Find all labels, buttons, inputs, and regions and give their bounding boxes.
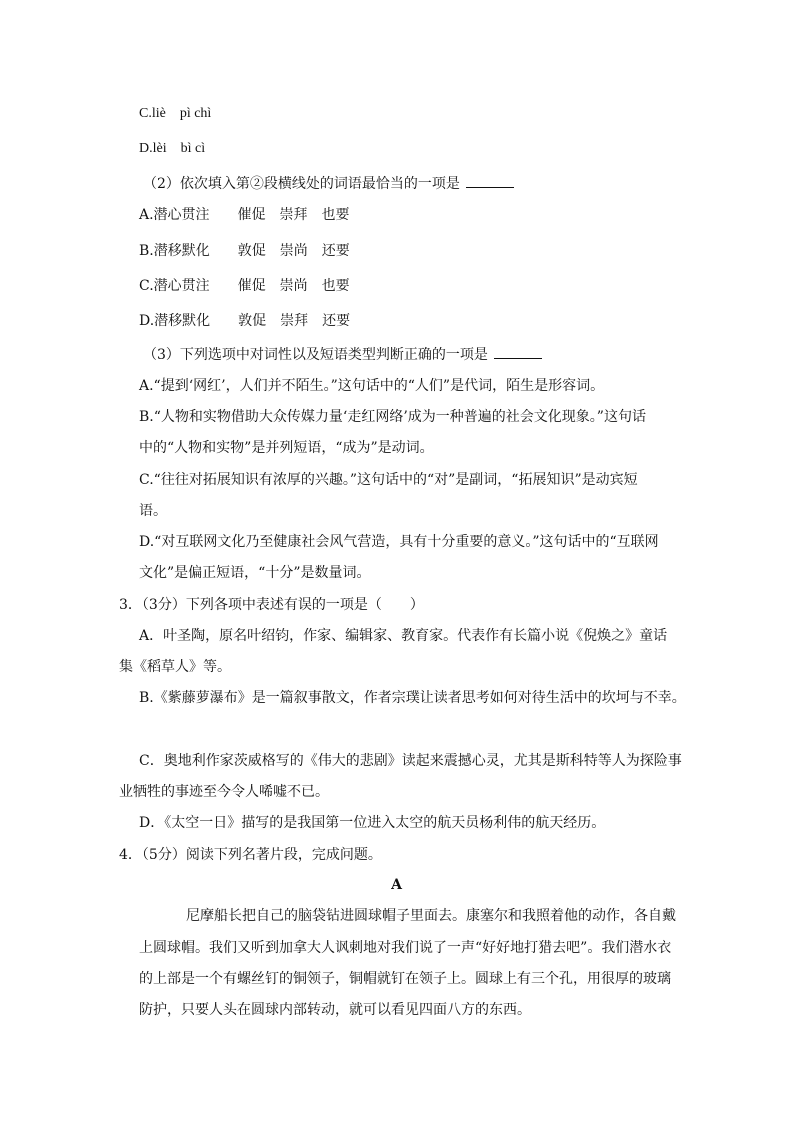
question3-option-d: D．《太空一日》描写的是我国第一位进入太空的航天员杨利伟的航天经历。 [139, 815, 606, 831]
q1-option-d: D.lèi bì cì [139, 141, 206, 156]
q3-option-c-line1: C.“往往对拓展知识有浓厚的兴趣。”这句话中的“对”是副词，“拓展知识”是动宾短 [139, 472, 638, 488]
question3-stem: 3．（3分）下列各项中表述有误的一项是（ ） [119, 597, 424, 613]
question3-option-c-line2: 业牺牲的事迹至今令人唏嘘不已。 [119, 784, 329, 800]
passage-line-2: 上圆球帽。我们又听到加拿大人讽刺地对我们说了一声“好好地打猎去吧”。我们潜水衣 [139, 940, 672, 956]
q2-stem [143, 173, 514, 194]
q3-option-a: A.“提到‘网红’，人们并不陌生。”这句话中的“人们”是代词，陌生是形容词。 [139, 378, 605, 394]
q3-option-b-line2: 中的“人物和实物”是并列短语，“成为”是动词。 [139, 440, 434, 456]
question3-option-a-line2: 集《稻草人》等。 [119, 659, 231, 675]
q3-stem [143, 344, 542, 365]
question3-option-a-line1: A．叶圣陶，原名叶绍钧，作家、编辑家、教育家。代表作有长篇小说《倪焕之》童话 [139, 628, 668, 644]
q3-stem-text: （3）下列选项中对词性以及短语类型判断正确的一项是 [143, 347, 488, 363]
q1-option-c: C.liè pì chì [139, 106, 212, 121]
q2-option-a: A.潜心贯注 催促 崇拜 也要 [139, 207, 350, 223]
question3-option-c-line1: C．奥地利作家茨威格写的《伟大的悲剧》读起来震撼心灵，尤其是斯科特等人为探险事 [139, 753, 682, 769]
q2-option-d: D.潜移默化 敦促 崇拜 还要 [139, 313, 351, 329]
q3-option-d-line1: D.“对互联网文化乃至健康社会风气营造，具有十分重要的意义。”这句话中的“互联网 [139, 534, 659, 550]
question4-stem: 4．（5分）阅读下列名著片段，完成问题。 [119, 847, 382, 863]
passage-line-1: 尼摩船长把自己的脑袋钻进圆球帽子里面去。康塞尔和我照着他的动作，各自戴 [186, 908, 676, 924]
q2-option-b: B.潜移默化 敦促 崇尚 还要 [139, 243, 350, 259]
question3-option-b: B.《紫藤萝瀑布》是一篇叙事散文，作者宗璞让读者思考如何对待生活中的坎坷与不幸。 [139, 690, 686, 706]
q3-answer-blank [494, 344, 542, 359]
q3-option-b-line1: B.“人物和实物借助大众传媒力量‘走红网络’成为一种普遍的社会文化现象。”这句话 [139, 409, 646, 425]
q2-stem-text: （2）依次填入第②段横线处的词语最恰当的一项是 [143, 176, 460, 192]
q2-option-c: C.潜心贯注 催促 崇尚 也要 [139, 278, 350, 294]
passage-line-4: 防护，只要人头在圆球内部转动，就可以看见四面八方的东西。 [139, 1002, 531, 1018]
question4-section-label: A [391, 877, 402, 893]
q3-option-c-line2: 语。 [139, 503, 167, 519]
q3-option-d-line2: 文化”是偏正短语，“十分”是数量词。 [139, 565, 371, 581]
q2-answer-blank [466, 173, 514, 188]
passage-line-3: 的上部是一个有螺丝钉的铜领子，铜帽就钉在领子上。圆球上有三个孔，用很厚的玻璃 [139, 971, 671, 987]
